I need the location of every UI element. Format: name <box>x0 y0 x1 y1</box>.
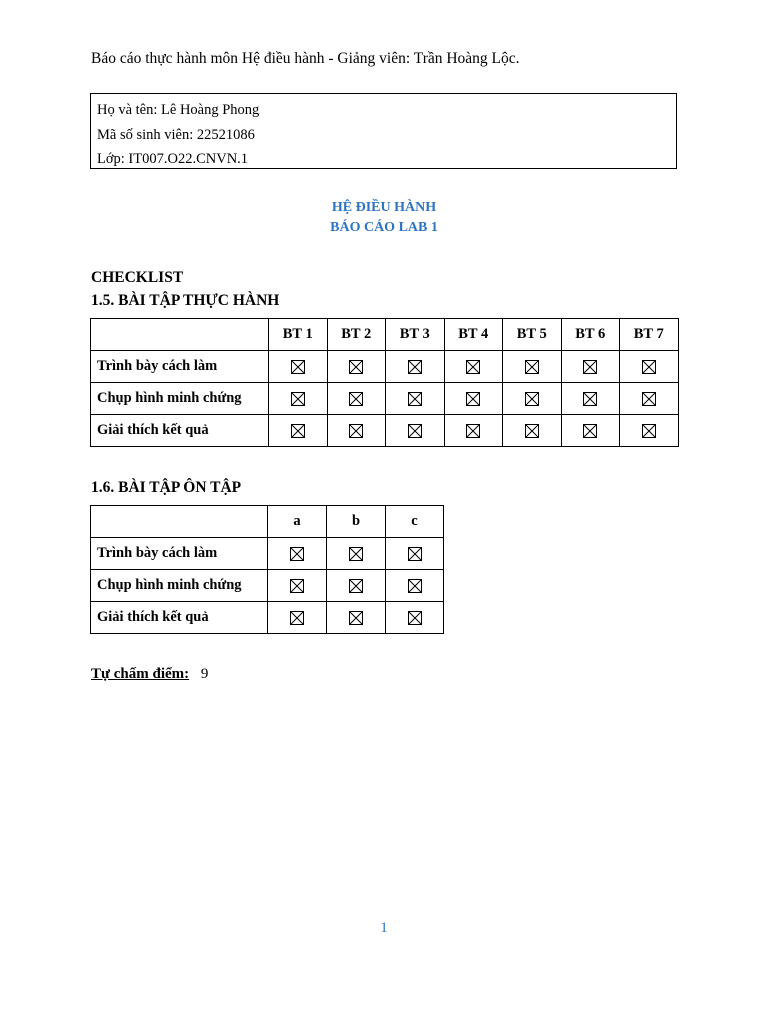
checked-box-icon[interactable] <box>291 392 305 406</box>
page-number: 1 <box>380 920 388 936</box>
student-name: Họ và tên: Lê Hoàng Phong <box>97 102 260 118</box>
table-row <box>91 383 679 415</box>
checkbox-cell <box>269 415 328 447</box>
row-label: Chụp hình minh chứng <box>91 383 269 415</box>
column-header: BT 4 <box>444 319 503 351</box>
table-row <box>91 570 444 602</box>
table-header-row <box>91 506 444 538</box>
checked-box-icon[interactable] <box>349 579 363 593</box>
checked-box-icon[interactable] <box>642 392 656 406</box>
checkbox-cell <box>620 415 679 447</box>
checkbox-cell <box>386 602 444 634</box>
student-info-box <box>90 93 677 169</box>
section-1-heading: 1.5. BÀI TẬP THỰC HÀNH <box>91 292 280 309</box>
column-header: BT 5 <box>503 319 562 351</box>
self-score-label: Tự chấm điểm: <box>91 666 190 682</box>
corner-cell <box>91 506 268 538</box>
checkbox-cell <box>327 383 386 415</box>
checkbox-cell <box>269 383 328 415</box>
checked-box-icon[interactable] <box>349 424 363 438</box>
checked-box-icon[interactable] <box>466 392 480 406</box>
checkbox-cell <box>444 351 503 383</box>
student-id: Mã số sinh viên: 22521086 <box>97 126 255 143</box>
checkbox-cell <box>386 538 444 570</box>
title-line-2: BÁO CÁO LAB 1 <box>330 220 438 235</box>
checked-box-icon[interactable] <box>408 424 422 438</box>
column-header: BT 7 <box>620 319 679 351</box>
table-header-row <box>91 319 679 351</box>
row-label: Chụp hình minh chứng <box>91 570 268 602</box>
checked-box-icon[interactable] <box>466 360 480 374</box>
checkbox-cell <box>327 415 386 447</box>
checked-box-icon[interactable] <box>349 547 363 561</box>
checkbox-cell <box>444 415 503 447</box>
self-score-value: 9 <box>200 666 209 682</box>
checked-box-icon[interactable] <box>583 360 597 374</box>
checked-box-icon[interactable] <box>349 360 363 374</box>
checkbox-cell <box>268 570 327 602</box>
checked-box-icon[interactable] <box>290 579 304 593</box>
column-header: BT 3 <box>386 319 445 351</box>
checked-box-icon[interactable] <box>642 424 656 438</box>
row-label: Trình bày cách làm <box>91 351 269 383</box>
checked-box-icon[interactable] <box>408 547 422 561</box>
checkbox-cell <box>327 602 386 634</box>
practice-checklist-table <box>90 318 679 447</box>
checked-box-icon[interactable] <box>408 611 422 625</box>
checked-box-icon[interactable] <box>349 611 363 625</box>
table-row <box>91 415 679 447</box>
checked-box-icon[interactable] <box>642 360 656 374</box>
checked-box-icon[interactable] <box>290 547 304 561</box>
checkbox-cell <box>327 538 386 570</box>
checkbox-cell <box>620 351 679 383</box>
checkbox-cell <box>386 383 445 415</box>
checked-box-icon[interactable] <box>290 611 304 625</box>
row-label: Giải thích kết quả <box>91 415 269 447</box>
checkbox-cell <box>327 570 386 602</box>
checked-box-icon[interactable] <box>525 360 539 374</box>
checkbox-cell <box>386 570 444 602</box>
checked-box-icon[interactable] <box>408 579 422 593</box>
section-2-heading: 1.6. BÀI TẬP ÔN TẬP <box>91 479 242 496</box>
checkbox-cell <box>561 351 620 383</box>
student-class: Lớp: IT007.O22.CNVN.1 <box>97 151 249 167</box>
column-header: BT 2 <box>327 319 386 351</box>
document-title <box>0 198 768 238</box>
checkbox-cell <box>503 351 562 383</box>
checked-box-icon[interactable] <box>525 392 539 406</box>
table-row <box>91 351 679 383</box>
checkbox-cell <box>268 602 327 634</box>
review-checklist-table <box>90 505 444 634</box>
checkbox-cell <box>620 383 679 415</box>
column-header: c <box>386 506 444 538</box>
column-header: BT 1 <box>269 319 328 351</box>
checkbox-cell <box>444 383 503 415</box>
checked-box-icon[interactable] <box>349 392 363 406</box>
checkbox-cell <box>268 538 327 570</box>
checked-box-icon[interactable] <box>408 392 422 406</box>
row-label: Giải thích kết quả <box>91 602 268 634</box>
checkbox-cell <box>503 415 562 447</box>
row-label: Trình bày cách làm <box>91 538 268 570</box>
checked-box-icon[interactable] <box>291 424 305 438</box>
column-header: a <box>268 506 327 538</box>
checkbox-cell <box>327 351 386 383</box>
checked-box-icon[interactable] <box>408 360 422 374</box>
checked-box-icon[interactable] <box>525 424 539 438</box>
checkbox-cell <box>269 351 328 383</box>
report-header: Báo cáo thực hành môn Hệ điều hành - Giảng viên: Trần Hoàng Lộc. <box>91 50 520 67</box>
self-score <box>91 666 208 683</box>
checkbox-cell <box>386 351 445 383</box>
checked-box-icon[interactable] <box>583 424 597 438</box>
table-row <box>91 538 444 570</box>
column-header: BT 6 <box>561 319 620 351</box>
column-header: b <box>327 506 386 538</box>
title-line-1: HỆ ĐIỀU HÀNH <box>331 200 437 215</box>
checklist-heading: CHECKLIST <box>91 269 184 286</box>
checkbox-cell <box>503 383 562 415</box>
checkbox-cell <box>561 415 620 447</box>
corner-cell <box>91 319 269 351</box>
checked-box-icon[interactable] <box>583 392 597 406</box>
table-row <box>91 602 444 634</box>
checkbox-cell <box>561 383 620 415</box>
checked-box-icon[interactable] <box>466 424 480 438</box>
checked-box-icon[interactable] <box>291 360 305 374</box>
checkbox-cell <box>386 415 445 447</box>
